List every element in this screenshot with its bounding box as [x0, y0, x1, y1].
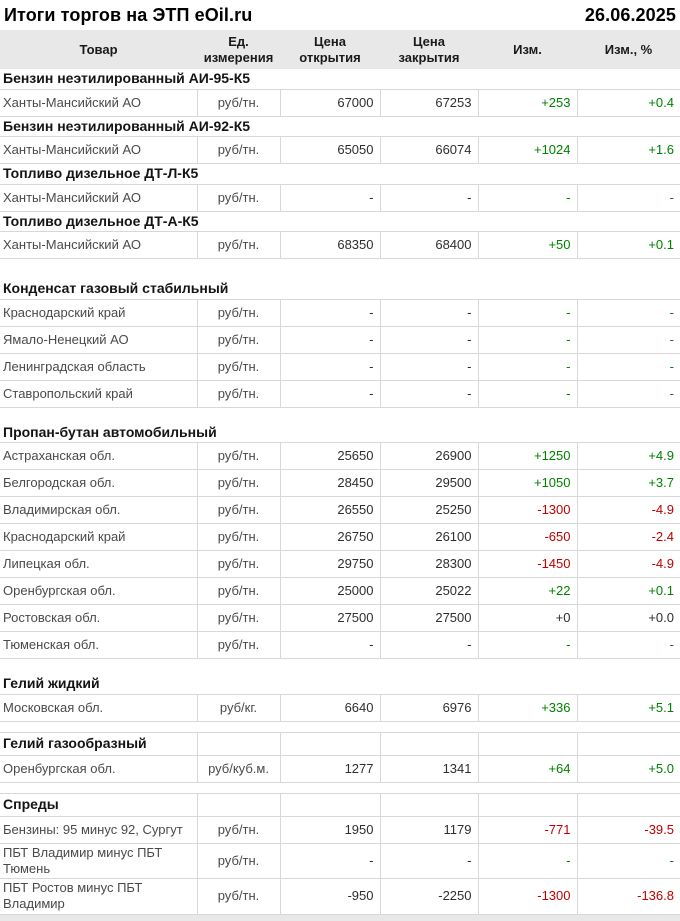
region-cell: Краснодарский край — [0, 524, 197, 551]
region-cell: Ростовская обл. — [0, 605, 197, 632]
change-pct-cell: - — [577, 843, 680, 879]
unit-cell: руб/тн. — [197, 816, 280, 843]
close-price-cell: 29500 — [380, 470, 478, 497]
change-cell: - — [478, 184, 577, 211]
region-cell: Липецкая обл. — [0, 551, 197, 578]
section-header — [0, 164, 680, 185]
close-price-cell: 1179 — [380, 816, 478, 843]
title-bar — [0, 0, 680, 30]
unit-cell: руб/тн. — [197, 879, 280, 915]
section-title: Гелий газообразный — [0, 732, 197, 755]
close-price-cell: 26100 — [380, 524, 478, 551]
close-price-cell: 26900 — [380, 443, 478, 470]
change-cell: +1250 — [478, 443, 577, 470]
change-cell: -1450 — [478, 551, 577, 578]
close-price-cell: 66074 — [380, 137, 478, 164]
unit-cell: руб/тн. — [197, 353, 280, 380]
close-price-cell: 28300 — [380, 551, 478, 578]
open-price-cell: 68350 — [280, 232, 380, 259]
change-pct-cell: -4.9 — [577, 551, 680, 578]
change-cell: -650 — [478, 524, 577, 551]
section-header — [0, 279, 680, 299]
table-row — [0, 353, 680, 380]
section-header — [0, 423, 680, 443]
open-price-cell: - — [280, 353, 380, 380]
region-cell: Ленинградская область — [0, 353, 197, 380]
close-price-cell: 6976 — [380, 694, 478, 721]
open-price-cell: 1950 — [280, 816, 380, 843]
col-header-open-price: Цена открытия — [280, 30, 380, 69]
close-price-cell: - — [380, 632, 478, 659]
section-header — [0, 732, 680, 755]
region-cell: ПБТ Ростов минус ПБТ Владимир — [0, 879, 197, 915]
change-cell: +0 — [478, 605, 577, 632]
unit-cell: руб/тн. — [197, 497, 280, 524]
open-price-cell: -950 — [280, 879, 380, 915]
open-price-cell: 67000 — [280, 89, 380, 116]
spacer-row — [0, 721, 680, 732]
change-cell: +1050 — [478, 470, 577, 497]
section-header — [0, 793, 680, 816]
unit-cell: руб/тн. — [197, 551, 280, 578]
table-row — [0, 879, 680, 915]
col-header-change-pct: Изм., % — [577, 30, 680, 69]
region-cell: Тюменская обл. — [0, 632, 197, 659]
table-row — [0, 299, 680, 326]
section-header — [0, 674, 680, 694]
col-header-product: Товар — [0, 30, 197, 69]
table-header — [0, 30, 680, 69]
region-cell: Краснодарский край — [0, 299, 197, 326]
close-price-cell: 1341 — [380, 755, 478, 782]
report-date: 26.06.2025 — [584, 5, 676, 25]
open-price-cell: 1277 — [280, 755, 380, 782]
unit-cell: руб/тн. — [197, 89, 280, 116]
open-price-cell: 25650 — [280, 443, 380, 470]
change-pct-cell: - — [577, 380, 680, 407]
section-header — [0, 116, 680, 137]
change-pct-cell: +0.1 — [577, 232, 680, 259]
region-cell: ПБТ Владимир минус ПБТ Тюмень — [0, 843, 197, 879]
unit-cell: руб/куб.м. — [197, 755, 280, 782]
change-pct-cell: - — [577, 326, 680, 353]
unit-cell: руб/тн. — [197, 232, 280, 259]
change-cell: -1300 — [478, 497, 577, 524]
change-pct-cell: +0.4 — [577, 89, 680, 116]
close-price-cell: 27500 — [380, 605, 478, 632]
change-pct-cell: +5.0 — [577, 755, 680, 782]
open-price-cell: - — [280, 632, 380, 659]
table-row — [0, 232, 680, 259]
open-price-cell: - — [280, 326, 380, 353]
open-price-cell: - — [280, 184, 380, 211]
open-price-cell: 6640 — [280, 694, 380, 721]
close-price-cell: - — [380, 353, 478, 380]
open-price-cell: - — [280, 843, 380, 879]
unit-cell: руб/тн. — [197, 299, 280, 326]
close-price-cell: 25250 — [380, 497, 478, 524]
region-cell: Бензины: 95 минус 92, Сургут — [0, 816, 197, 843]
table-row — [0, 137, 680, 164]
section-header — [0, 69, 680, 89]
table-row — [0, 184, 680, 211]
change-cell: +253 — [478, 89, 577, 116]
close-price-cell: - — [380, 380, 478, 407]
table-row — [0, 497, 680, 524]
unit-cell: руб/кг. — [197, 694, 280, 721]
section-title: Конденсат газовый стабильный — [3, 280, 229, 297]
region-cell: Оренбургская обл. — [0, 578, 197, 605]
region-cell: Оренбургская обл. — [0, 755, 197, 782]
spacer-row — [0, 782, 680, 793]
table-row — [0, 524, 680, 551]
section-title: Топливо дизельное ДТ-Л-К5 — [3, 165, 199, 182]
change-pct-cell: +3.7 — [577, 470, 680, 497]
region-cell: Ханты-Мансийский АО — [0, 232, 197, 259]
change-pct-cell: +5.1 — [577, 694, 680, 721]
unit-cell: руб/тн. — [197, 184, 280, 211]
close-price-cell: 68400 — [380, 232, 478, 259]
change-pct-cell: - — [577, 353, 680, 380]
col-header-close-price: Цена закрытия — [380, 30, 478, 69]
unit-cell: руб/тн. — [197, 605, 280, 632]
unit-cell: руб/тн. — [197, 326, 280, 353]
region-cell: Ямало-Ненецкий АО — [0, 326, 197, 353]
section-title: Гелий жидкий — [3, 675, 100, 692]
close-price-cell: - — [380, 299, 478, 326]
table-row — [0, 632, 680, 659]
change-cell: +1024 — [478, 137, 577, 164]
open-price-cell: 26550 — [280, 497, 380, 524]
table-row — [0, 578, 680, 605]
col-header-change: Изм. — [478, 30, 577, 69]
close-price-cell: -2250 — [380, 879, 478, 915]
open-price-cell: 29750 — [280, 551, 380, 578]
section-title: Бензин неэтилированный АИ-92-К5 — [3, 117, 251, 134]
section-title: Спреды — [0, 793, 197, 816]
change-cell: - — [478, 380, 577, 407]
change-cell: - — [478, 353, 577, 380]
table-row — [0, 443, 680, 470]
table-row — [0, 755, 680, 782]
region-cell: Ханты-Мансийский АО — [0, 137, 197, 164]
table-row — [0, 89, 680, 116]
change-pct-cell: +4.9 — [577, 443, 680, 470]
open-price-cell: 28450 — [280, 470, 380, 497]
change-pct-cell: -2.4 — [577, 524, 680, 551]
page-title: Итоги торгов на ЭТП eOil.ru — [4, 5, 253, 25]
results-table — [0, 30, 680, 915]
region-cell: Ханты-Мансийский АО — [0, 184, 197, 211]
change-pct-cell: - — [577, 299, 680, 326]
change-pct-cell: -136.8 — [577, 879, 680, 915]
change-cell: +64 — [478, 755, 577, 782]
change-cell: +22 — [478, 578, 577, 605]
close-price-cell: 25022 — [380, 578, 478, 605]
spacer-row — [0, 259, 680, 280]
change-cell: +50 — [478, 232, 577, 259]
open-price-cell: 26750 — [280, 524, 380, 551]
region-cell: Владимирская обл. — [0, 497, 197, 524]
region-cell: Ставропольский край — [0, 380, 197, 407]
change-cell: +336 — [478, 694, 577, 721]
unit-cell: руб/тн. — [197, 380, 280, 407]
table-row — [0, 380, 680, 407]
open-price-cell: 27500 — [280, 605, 380, 632]
change-pct-cell: +1.6 — [577, 137, 680, 164]
table-row — [0, 816, 680, 843]
unit-cell: руб/тн. — [197, 137, 280, 164]
change-cell: - — [478, 632, 577, 659]
change-pct-cell: - — [577, 184, 680, 211]
section-header — [0, 211, 680, 232]
close-price-cell: - — [380, 184, 478, 211]
col-header-unit: Ед. измерения — [197, 30, 280, 69]
close-price-cell: - — [380, 843, 478, 879]
change-pct-cell: +0.1 — [577, 578, 680, 605]
region-cell: Астраханская обл. — [0, 443, 197, 470]
change-pct-cell: +0.0 — [577, 605, 680, 632]
close-price-cell: - — [380, 326, 478, 353]
open-price-cell: - — [280, 380, 380, 407]
change-pct-cell: - — [577, 632, 680, 659]
change-cell: -1300 — [478, 879, 577, 915]
section-title: Бензин неэтилированный АИ-95-К5 — [3, 70, 251, 87]
change-cell: - — [478, 326, 577, 353]
unit-cell: руб/тн. — [197, 470, 280, 497]
table-row — [0, 551, 680, 578]
table-row — [0, 694, 680, 721]
close-price-cell: 67253 — [380, 89, 478, 116]
unit-cell: руб/тн. — [197, 524, 280, 551]
open-price-cell: 25000 — [280, 578, 380, 605]
unit-cell: руб/тн. — [197, 578, 280, 605]
region-cell: Белгородская обл. — [0, 470, 197, 497]
region-cell: Ханты-Мансийский АО — [0, 89, 197, 116]
table-row — [0, 470, 680, 497]
change-cell: - — [478, 843, 577, 879]
section-title: Пропан-бутан автомобильный — [3, 423, 217, 440]
unit-cell: руб/тн. — [197, 843, 280, 879]
unit-cell: руб/тн. — [197, 632, 280, 659]
open-price-cell: 65050 — [280, 137, 380, 164]
change-cell: - — [478, 299, 577, 326]
bottom-divider-bar — [0, 915, 680, 921]
spacer-row — [0, 407, 680, 423]
table-row — [0, 605, 680, 632]
change-pct-cell: -39.5 — [577, 816, 680, 843]
spacer-row — [0, 659, 680, 675]
open-price-cell: - — [280, 299, 380, 326]
change-pct-cell: -4.9 — [577, 497, 680, 524]
unit-cell: руб/тн. — [197, 443, 280, 470]
region-cell: Московская обл. — [0, 694, 197, 721]
change-cell: -771 — [478, 816, 577, 843]
table-row — [0, 326, 680, 353]
section-title: Топливо дизельное ДТ-А-К5 — [3, 212, 199, 229]
